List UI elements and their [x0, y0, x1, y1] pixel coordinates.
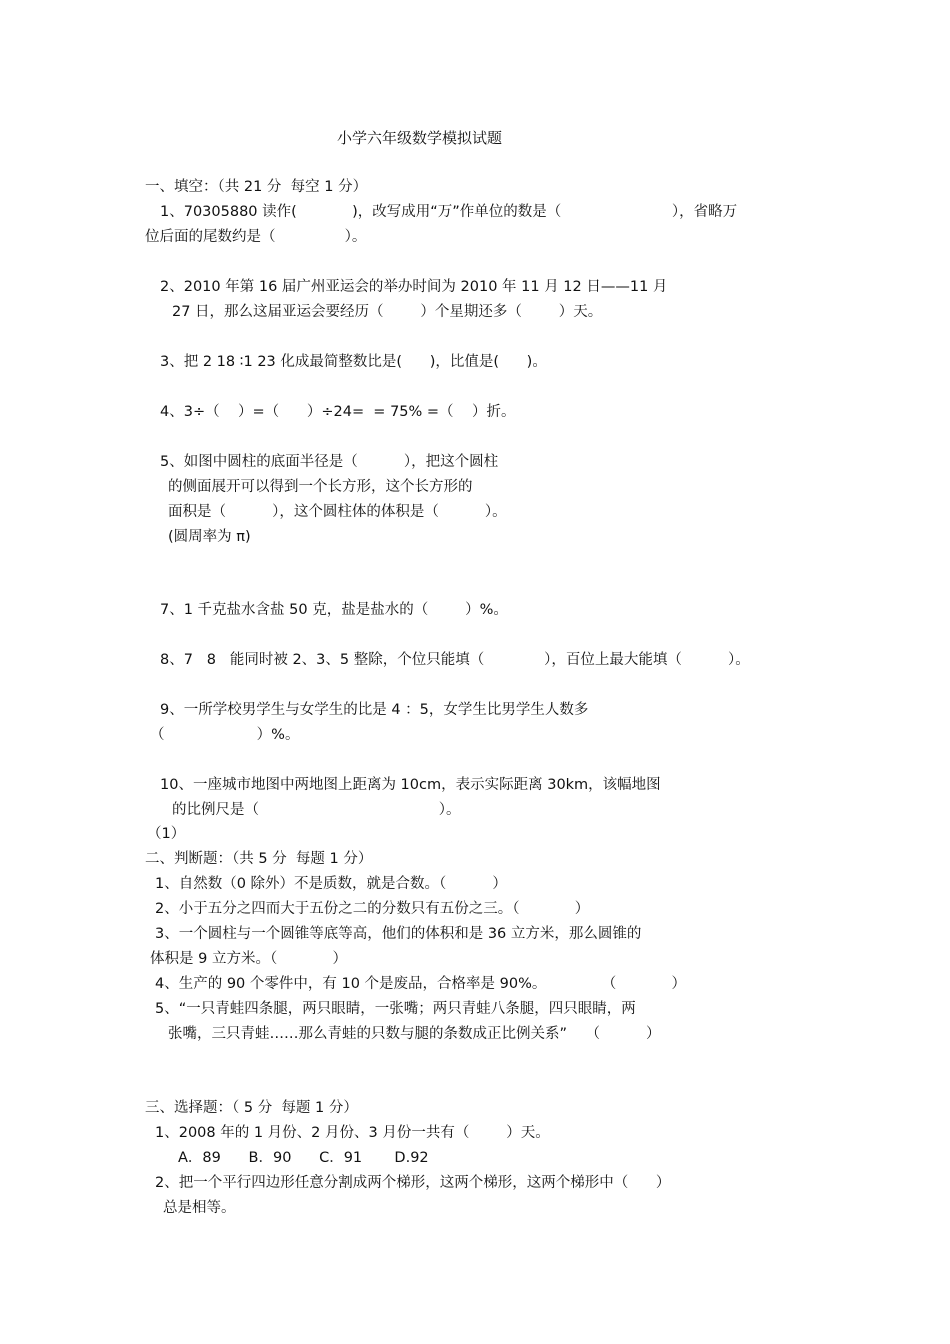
- question-1-10-line-1: 10、一座城市地图中两地图上距离为 10cm，表示实际距离 30km，该幅地图: [160, 777, 661, 793]
- question-1-7: 7、1 千克盐水含盐 50 克，盐是盐水的（ ）%。: [160, 602, 508, 618]
- section-1-note: （1）: [147, 826, 186, 842]
- question-1-9-line-1: 9、一所学校男学生与女学生的比是 4 ：5，女学生比男学生人数多: [160, 702, 589, 718]
- section-2-heading: 二、判断题：（共 5 分 每题 1 分）: [145, 851, 373, 867]
- question-1-1-line-1: 1、70305880 读作( )，改写成用“万”作单位的数是（ ），省略万: [160, 204, 738, 220]
- question-1-4: 4、3÷（ ）=（ ）÷24= = 75% =（ ）折。: [160, 404, 516, 420]
- question-1-5-line-4: (圆周率为 π): [168, 529, 251, 545]
- question-1-5-line-2: 的侧面展开可以得到一个长方形，这个长方形的: [168, 479, 473, 495]
- question-2-4: 4、生产的 90 个零件中，有 10 个是废品，合格率是 90%。 （ ）: [155, 976, 687, 992]
- question-3-2-line-1: 2、把一个平行四边形任意分割成两个梯形，这两个梯形，这两个梯形中（ ）: [155, 1175, 671, 1191]
- question-1-5-line-3: 面积是（ ），这个圆柱体的体积是（ ）。: [168, 504, 507, 520]
- section-3-heading: 三、选择题：（ 5 分 每题 1 分）: [145, 1100, 358, 1116]
- question-1-8: 8、7 8 能同时被 2、3、5 整除，个位只能填（ ），百位上最大能填（ ）。: [160, 652, 750, 668]
- question-2-3-line-1: 3、一个圆柱与一个圆锥等底等高，他们的体积和是 36 立方米，那么圆锥的: [155, 926, 642, 942]
- question-3-1-options: A．89 B．90 C．91 D.92: [178, 1150, 429, 1166]
- question-1-9-line-2: （ ）%。: [150, 727, 300, 743]
- question-1-10-line-2: 的比例尺是（ ）。: [172, 802, 461, 818]
- question-3-2-line-2: 总是相等。: [163, 1200, 236, 1216]
- question-1-3: 3、把 2 18 ∶1 23 化成最简整数比是( )，比值是( )。: [160, 354, 547, 370]
- question-1-2-line-1: 2、2010 年第 16 届广州亚运会的举办时间为 2010 年 11 月 12 日——11 月: [160, 279, 668, 295]
- question-1-2-line-2: 27 日，那么这届亚运会要经历（ ）个星期还多（ ）天。: [172, 304, 603, 320]
- question-2-1: 1、自然数（0 除外）不是质数，就是合数。（ ）: [155, 876, 507, 892]
- question-1-5-line-1: 5、如图中圆柱的底面半径是（ ），把这个圆柱: [160, 454, 499, 470]
- question-1-1-line-2: 位后面的尾数约是（ ）。: [145, 229, 367, 245]
- question-2-3-line-2: 体积是 9 立方米。（ ）: [150, 951, 348, 967]
- question-3-1: 1、2008 年的 1 月份、2 月份、3 月份一共有（ ）天。: [155, 1125, 550, 1141]
- section-1-heading: 一、填空：（共 21 分 每空 1 分）: [145, 179, 368, 195]
- page-title: 小学六年级数学模拟试题: [337, 129, 503, 147]
- question-2-2: 2、小于五分之四而大于五份之二的分数只有五份之三。（ ）: [155, 901, 590, 917]
- question-2-5-line-1: 5、“一只青蛙四条腿，两只眼睛，一张嘴；两只青蛙八条腿，四只眼睛，两: [155, 1001, 636, 1017]
- question-2-5-line-2: 张嘴，三只青蛙……那么青蛙的只数与腿的条数成正比例关系” （ ）: [168, 1026, 661, 1042]
